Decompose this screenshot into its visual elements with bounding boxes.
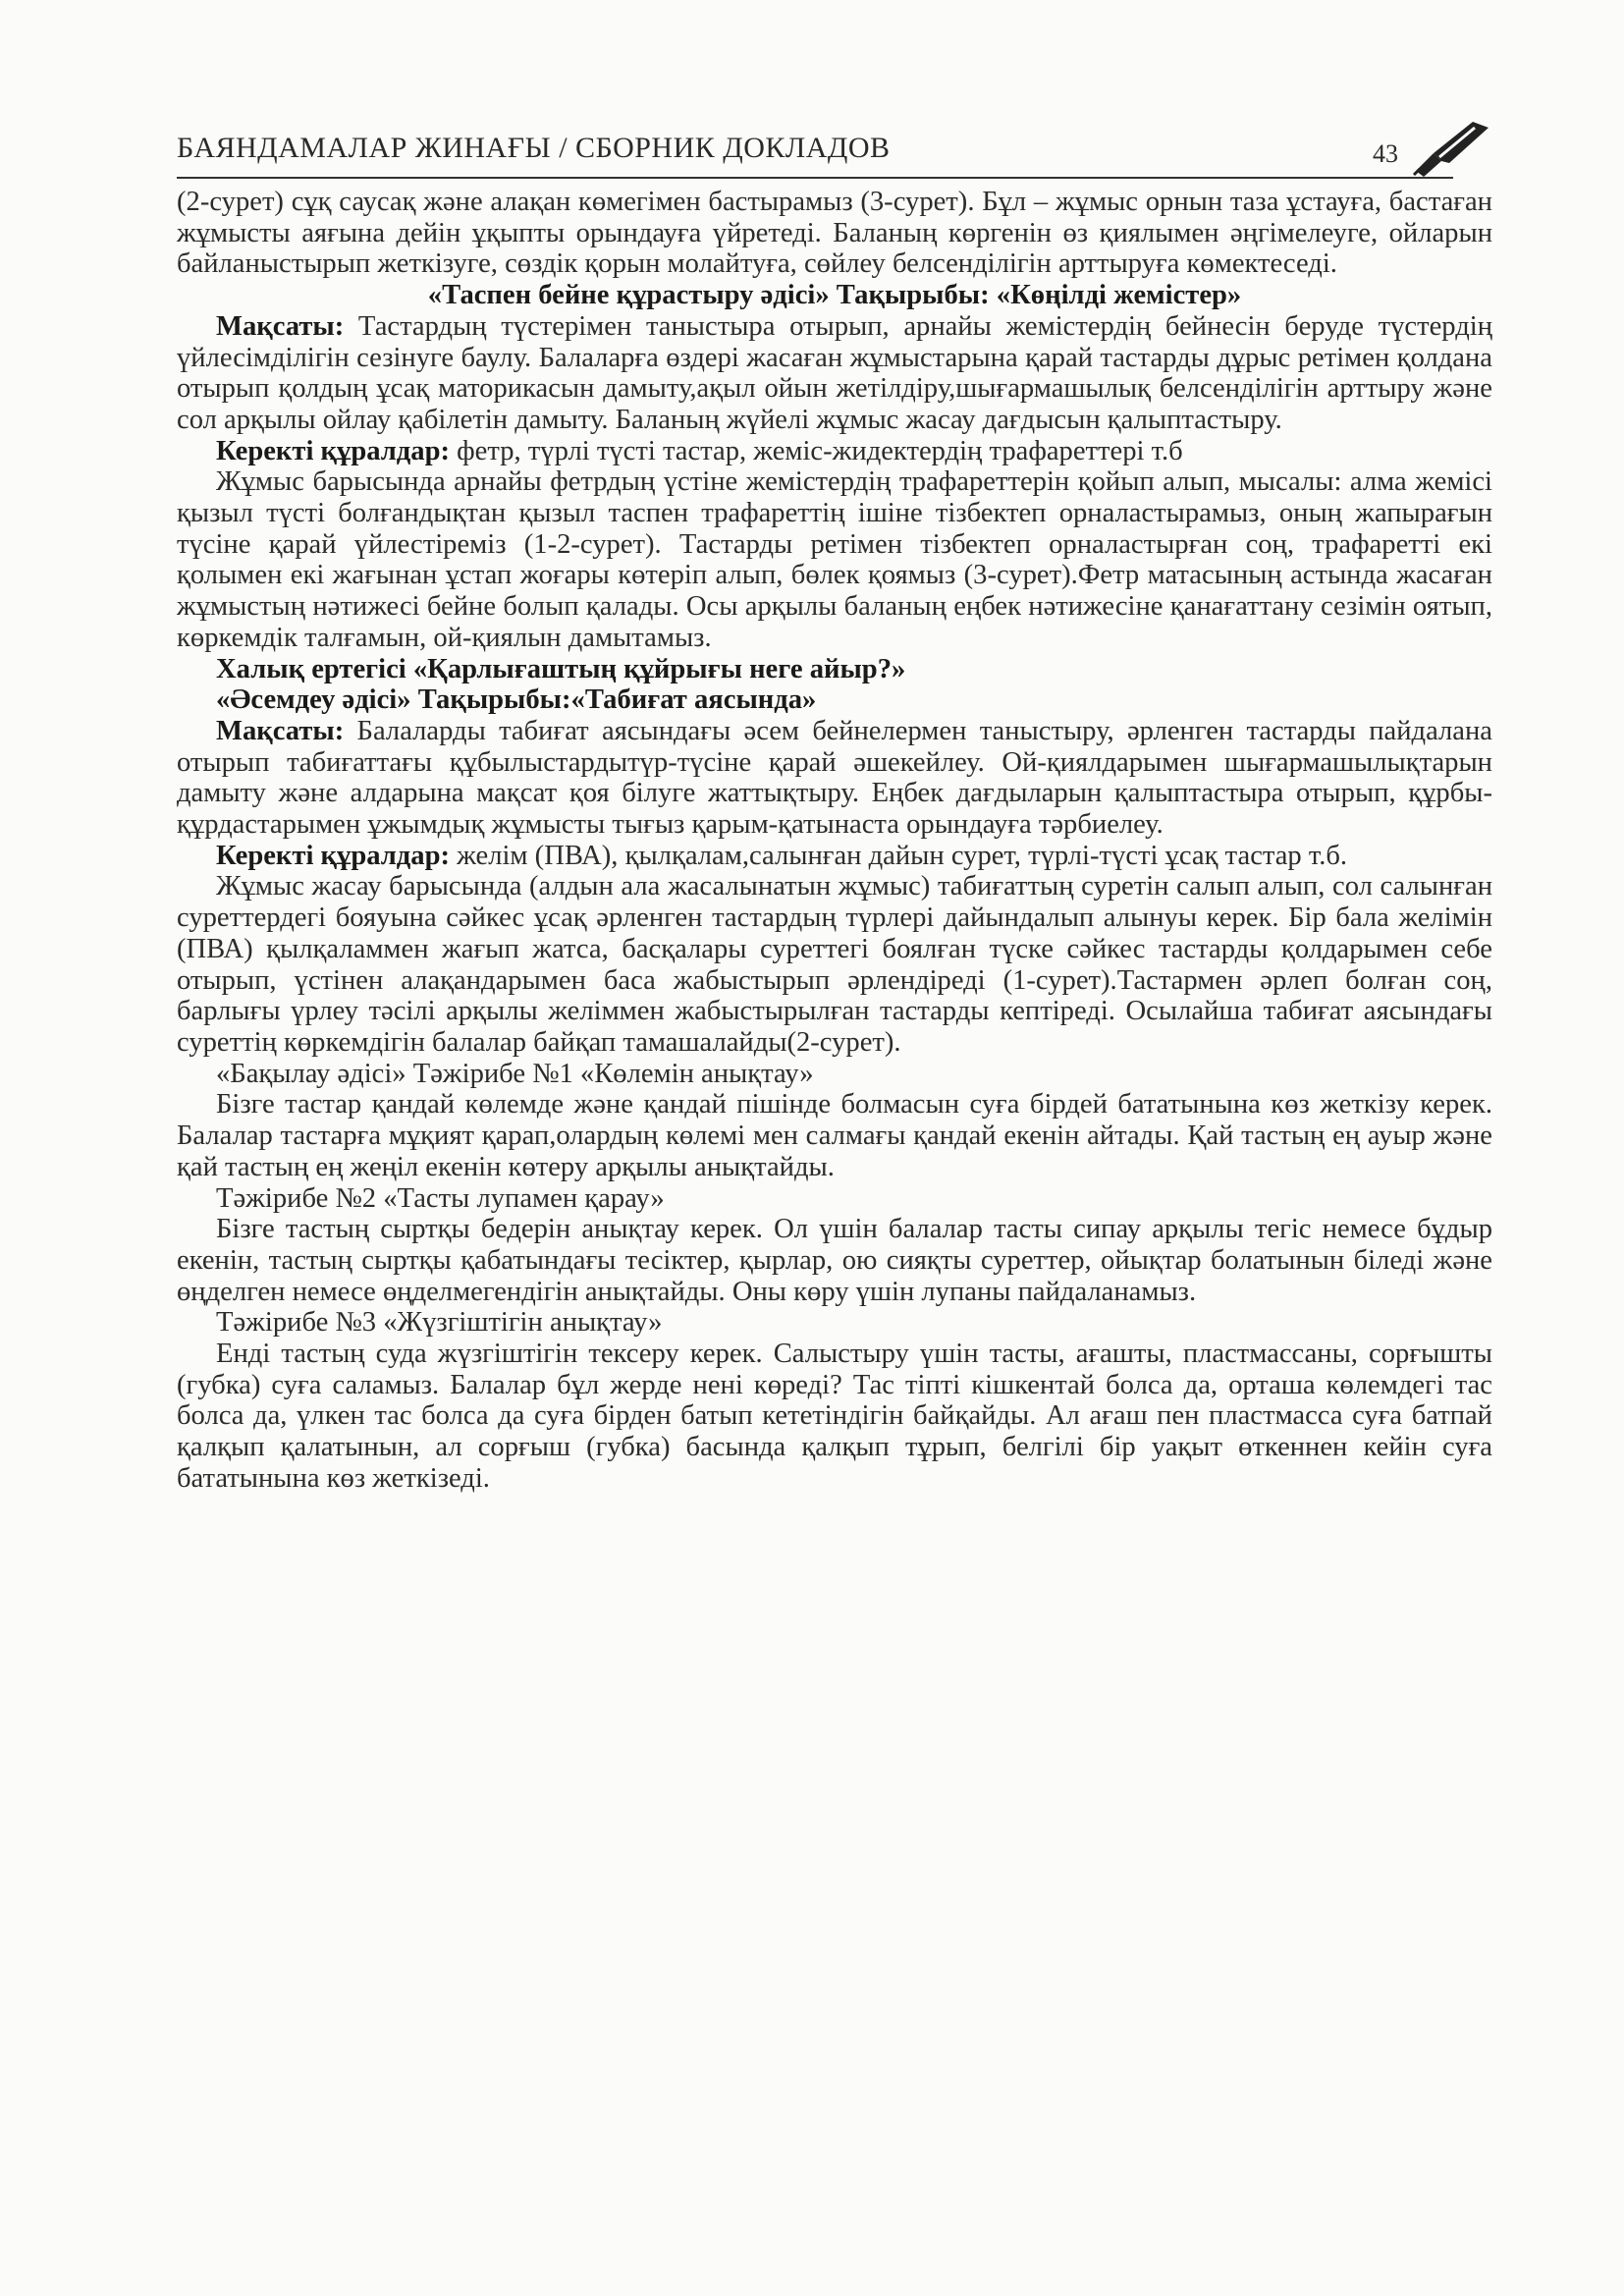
paragraph-3: Керекті құралдар: фетр, түрлі түсті тастар, жеміс-жидектердің трафареттері т.б (216, 435, 1183, 466)
label-purpose-2: Мақсаты: (216, 715, 345, 746)
label-materials: Керекті құралдар: (216, 435, 450, 466)
paragraph-9: Бізге тастың сыртқы бедерін анықтау керек. Ол үшін балалар тасты сипау арқылы тегіс немесе бұдыр екенін, тастың сыртқы қабатындағы тесіктер, қырлар, ою сияқты суреттер, ойықтар болатынын біледі және өңделген немесе өңделмегендігін анықтайды. Оны көру үшін лупаны пайдаланамыз. (177, 1214, 1492, 1307)
running-header-title: БАЯНДАМАЛАР ЖИНАҒЫ / СБОРНИК ДОКЛАДОВ (177, 132, 891, 164)
section-heading-3: «Әсемдеу әдісі» Тақырыбы:«Табиғат аясында» (216, 684, 817, 716)
page-body (177, 187, 1492, 1495)
paragraph-2: Мақсаты: Тастардың түстерімен таныстыра отырып, арнайы жемістердің бейнесін беруде түстердің үйлесімділігін сезінуге баулу. Балаларға өздері жасаған жұмыстарына қарай тастарды дұрыс ретімен қолдана отырып қолдың ұсақ маторикасын дамыту,ақыл ойын жетілдіру,шығармашылық белсенділігін арттыру және сол арқылы ойлау қабілетін дамыту. Баланың жүйелі жұмыс жасау дағдысын қалыптастыру. (177, 310, 1492, 435)
paragraph-7: Жұмыс жасау барысында (алдын ала жасалынатын жұмыс) табиғаттың суретін салып алып, сол салынған суреттердегі бояуына сәйкес ұсақ әрленген тастардың түрлері дайындалып алынуы керек. Бір бала желімін (ПВА) қылқаламмен жағып жатса, басқалары суреттегі боялған түске сәйкес тастарды қолдарымен себе отырып, үстінен алақандарымен баса жабыстырып әрлендіреді (1-сурет).Тастармен әрлеп болған соң, барлығы үрлеу тәсілі арқылы желіммен жабыстырылған тастарды кептіреді. Осылайша табиғат аясындағы суреттің көркемдігін балалар байқап тамашалайды(2-сурет). (177, 871, 1492, 1058)
experiment-heading-3: Тәжірибе №3 «Жүзгіштігін анықтау» (216, 1307, 663, 1339)
paragraph-1: (2-сурет) сұқ саусақ және алақан көмегімен бастырамыз (3-сурет). Бұл – жұмыс орнын таза ұстауға, бастаған жұмысты аяғына дейін ұқыпты орындауға үйретеді. Баланың көргенін өз қиялымен әңгімелеуге, ойларын байланыстырып жеткізуге, сөздік қорын молайтуға, сөйлеу белсенділігін арттыруға көмектеседі. (177, 187, 1492, 280)
section-heading-2: Халық ертегісі «Қарлығаштың құйрығы неге айыр?» (216, 653, 906, 684)
experiment-heading-1: «Бақылау әдісі» Тәжірибе №1 «Көлемін анықтау» (216, 1058, 814, 1089)
page-number: 43 (1373, 139, 1398, 168)
label-purpose: Мақсаты: (216, 310, 345, 342)
paragraph-10: Енді тастың суда жүзгіштігін тексеру керек. Салыстыру үшін тасты, ағашты, пластмассаны, сорғышты (губка) суға саламыз. Балалар бұл жерде нені көреді? Тас тіпті кішкентай болса да, орташа көлемдегі тас болса да, үлкен тас болса да суға бірден батып кететіндігін байқайды. Ал ағаш пен пластмасса суға батпай қалқып қалатынын, ал сорғыш (губка) басында қалқып тұрып, белгілі бір уақыт өткеннен кейін суға бататынына көз жеткізеді. (177, 1339, 1492, 1494)
fountain-pen-icon (1404, 120, 1492, 179)
paragraph-4: Жұмыс барысында арнайы фетрдың үстіне жемістердің трафареттерін қойып алып, мысалы: алма жемісі қызыл түсті болғандықтан қызыл таспен трафареттің ішіне тізбектеп орналастырамыз, оның жапырағын түсіне қарай үйлестіреміз (1-2-сурет). Тастарды ретімен тізбектеп орналастырған соң, трафаретті екі қолымен екі жағынан ұстап жоғары көтеріп алып, бөлек қоямыз (3-сурет).Фетр матасының астында жасаған жұмыстың нәтижесі бейне болып қалады. Осы арқылы баланың еңбек нәтижесіне қанағаттану сезімін оятып, көркемдік талғамын, ой-қиялын дамытамыз. (177, 466, 1492, 653)
paragraph-8: Бізге тастар қандай көлемде және қандай пішінде болмасын суға бірдей бататынына көз жеткізу керек. Балалар тастарға мұқият қарап,олардың көлемі мен салмағы қандай екенін айтады. Қай тастың ең ауыр және қай тастың ең жеңіл екенін көтеру арқылы анықтайды. (177, 1089, 1492, 1182)
paragraph-5: Мақсаты: Балаларды табиғат аясындағы әсем бейнелермен таныстыру, әрленген тастарды пайдалана отырып табиғаттағы құбылыстардытүр-түсіне қарай әшекейлеу. Ой-қиялдарымен шығармашылықтарын дамыту және алдарына мақсат қоя білуге жаттықтыру. Еңбек дағдыларын қалыптастыра отырып, құрбы-құрдастарымен ұжымдық жұмысты тығыз қарым-қатынаста орындауға тәрбиелеу. (177, 715, 1492, 841)
label-materials-2: Керекті құралдар: (216, 840, 450, 871)
section-heading-1: «Таспен бейне құрастыру әдісі» Тақырыбы: «Көңілді жемістер» (427, 280, 1242, 311)
experiment-heading-2: Тәжірибе №2 «Тасты лупамен қарау» (216, 1182, 665, 1214)
page-header (177, 124, 1492, 179)
paragraph-6: Керекті құралдар: желім (ПВА), қылқалам,салынған дайын сурет, түрлі-түсті ұсақ тастар т.б. (216, 840, 1348, 871)
header-rule (177, 177, 1453, 179)
